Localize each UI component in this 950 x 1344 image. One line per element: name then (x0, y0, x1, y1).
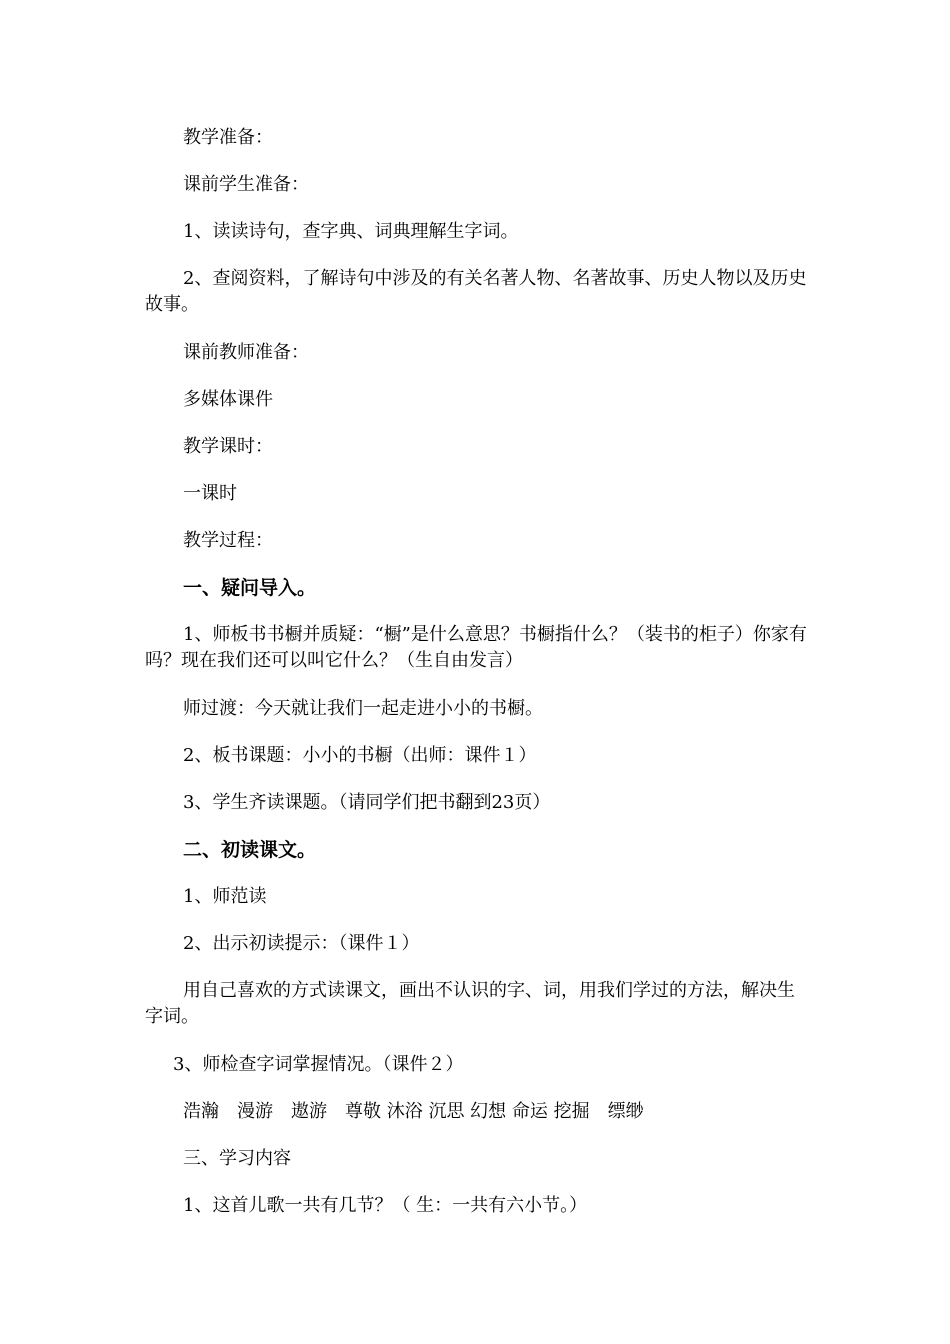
paragraph-multimedia: 多媒体课件 (183, 389, 273, 410)
paragraph-section3-item-1: 1、这首儿歌一共有几节？（ 生：一共有六小节。） (183, 1195, 588, 1216)
paragraph-section2-item-2: 2、出示初读提示：（课件１） (183, 933, 420, 954)
paragraph-transition: 师过渡：今天就让我们一起走进小小的书橱。 (183, 698, 543, 719)
paragraph-teaching-process: 教学过程： (183, 530, 273, 551)
section-heading-3: 三、学习内容 (183, 1148, 291, 1169)
section-heading-2: 二、初读课文。 (183, 839, 317, 861)
paragraph-teacher-prep: 课前教师准备： (183, 342, 309, 363)
paragraph-reading-tip: 用自己喜欢的方式读课文，画出不认识的字、词，用我们学过的方法，解决生字词。 (145, 980, 795, 1027)
paragraph-class-hours: 教学课时： (183, 436, 273, 457)
paragraph-prep-item-2: 2、查阅资料，了解诗句中涉及的有关名著人物、名著故事、历史人物以及历史故事。 (145, 268, 807, 315)
paragraph-section2-item-3: 3、师检查字词掌握情况。（课件２） (173, 1054, 464, 1075)
paragraph-section1-item-2: 2、板书课题：小小的书橱（出师：课件１） (183, 745, 537, 766)
paragraph-student-prep: 课前学生准备： (183, 174, 309, 195)
paragraph-vocabulary-list: 浩瀚 漫游 遨游 尊敬 沐浴 沉思 幻想 命运 挖掘 缥缈 (183, 1101, 644, 1122)
paragraph-prep-item-1: 1、读读诗句，查字典、词典理解生字词。 (183, 221, 519, 242)
paragraph-section1-item-1: 1、师板书书橱并质疑：“橱”是什么意思？书橱指什么？（装书的柜子）你家有吗？现在我们还可以叫它什么？（生自由发言） (145, 624, 807, 671)
paragraph-teaching-prep: 教学准备： (183, 127, 273, 148)
section-heading-1: 一、疑问导入。 (183, 577, 317, 599)
paragraph-one-lesson: 一课时 (183, 483, 237, 504)
paragraph-section1-item-3: 3、学生齐读课题。（请同学们把书翻到23页） (183, 792, 551, 813)
paragraph-section2-item-1: 1、师范读 (183, 886, 267, 907)
